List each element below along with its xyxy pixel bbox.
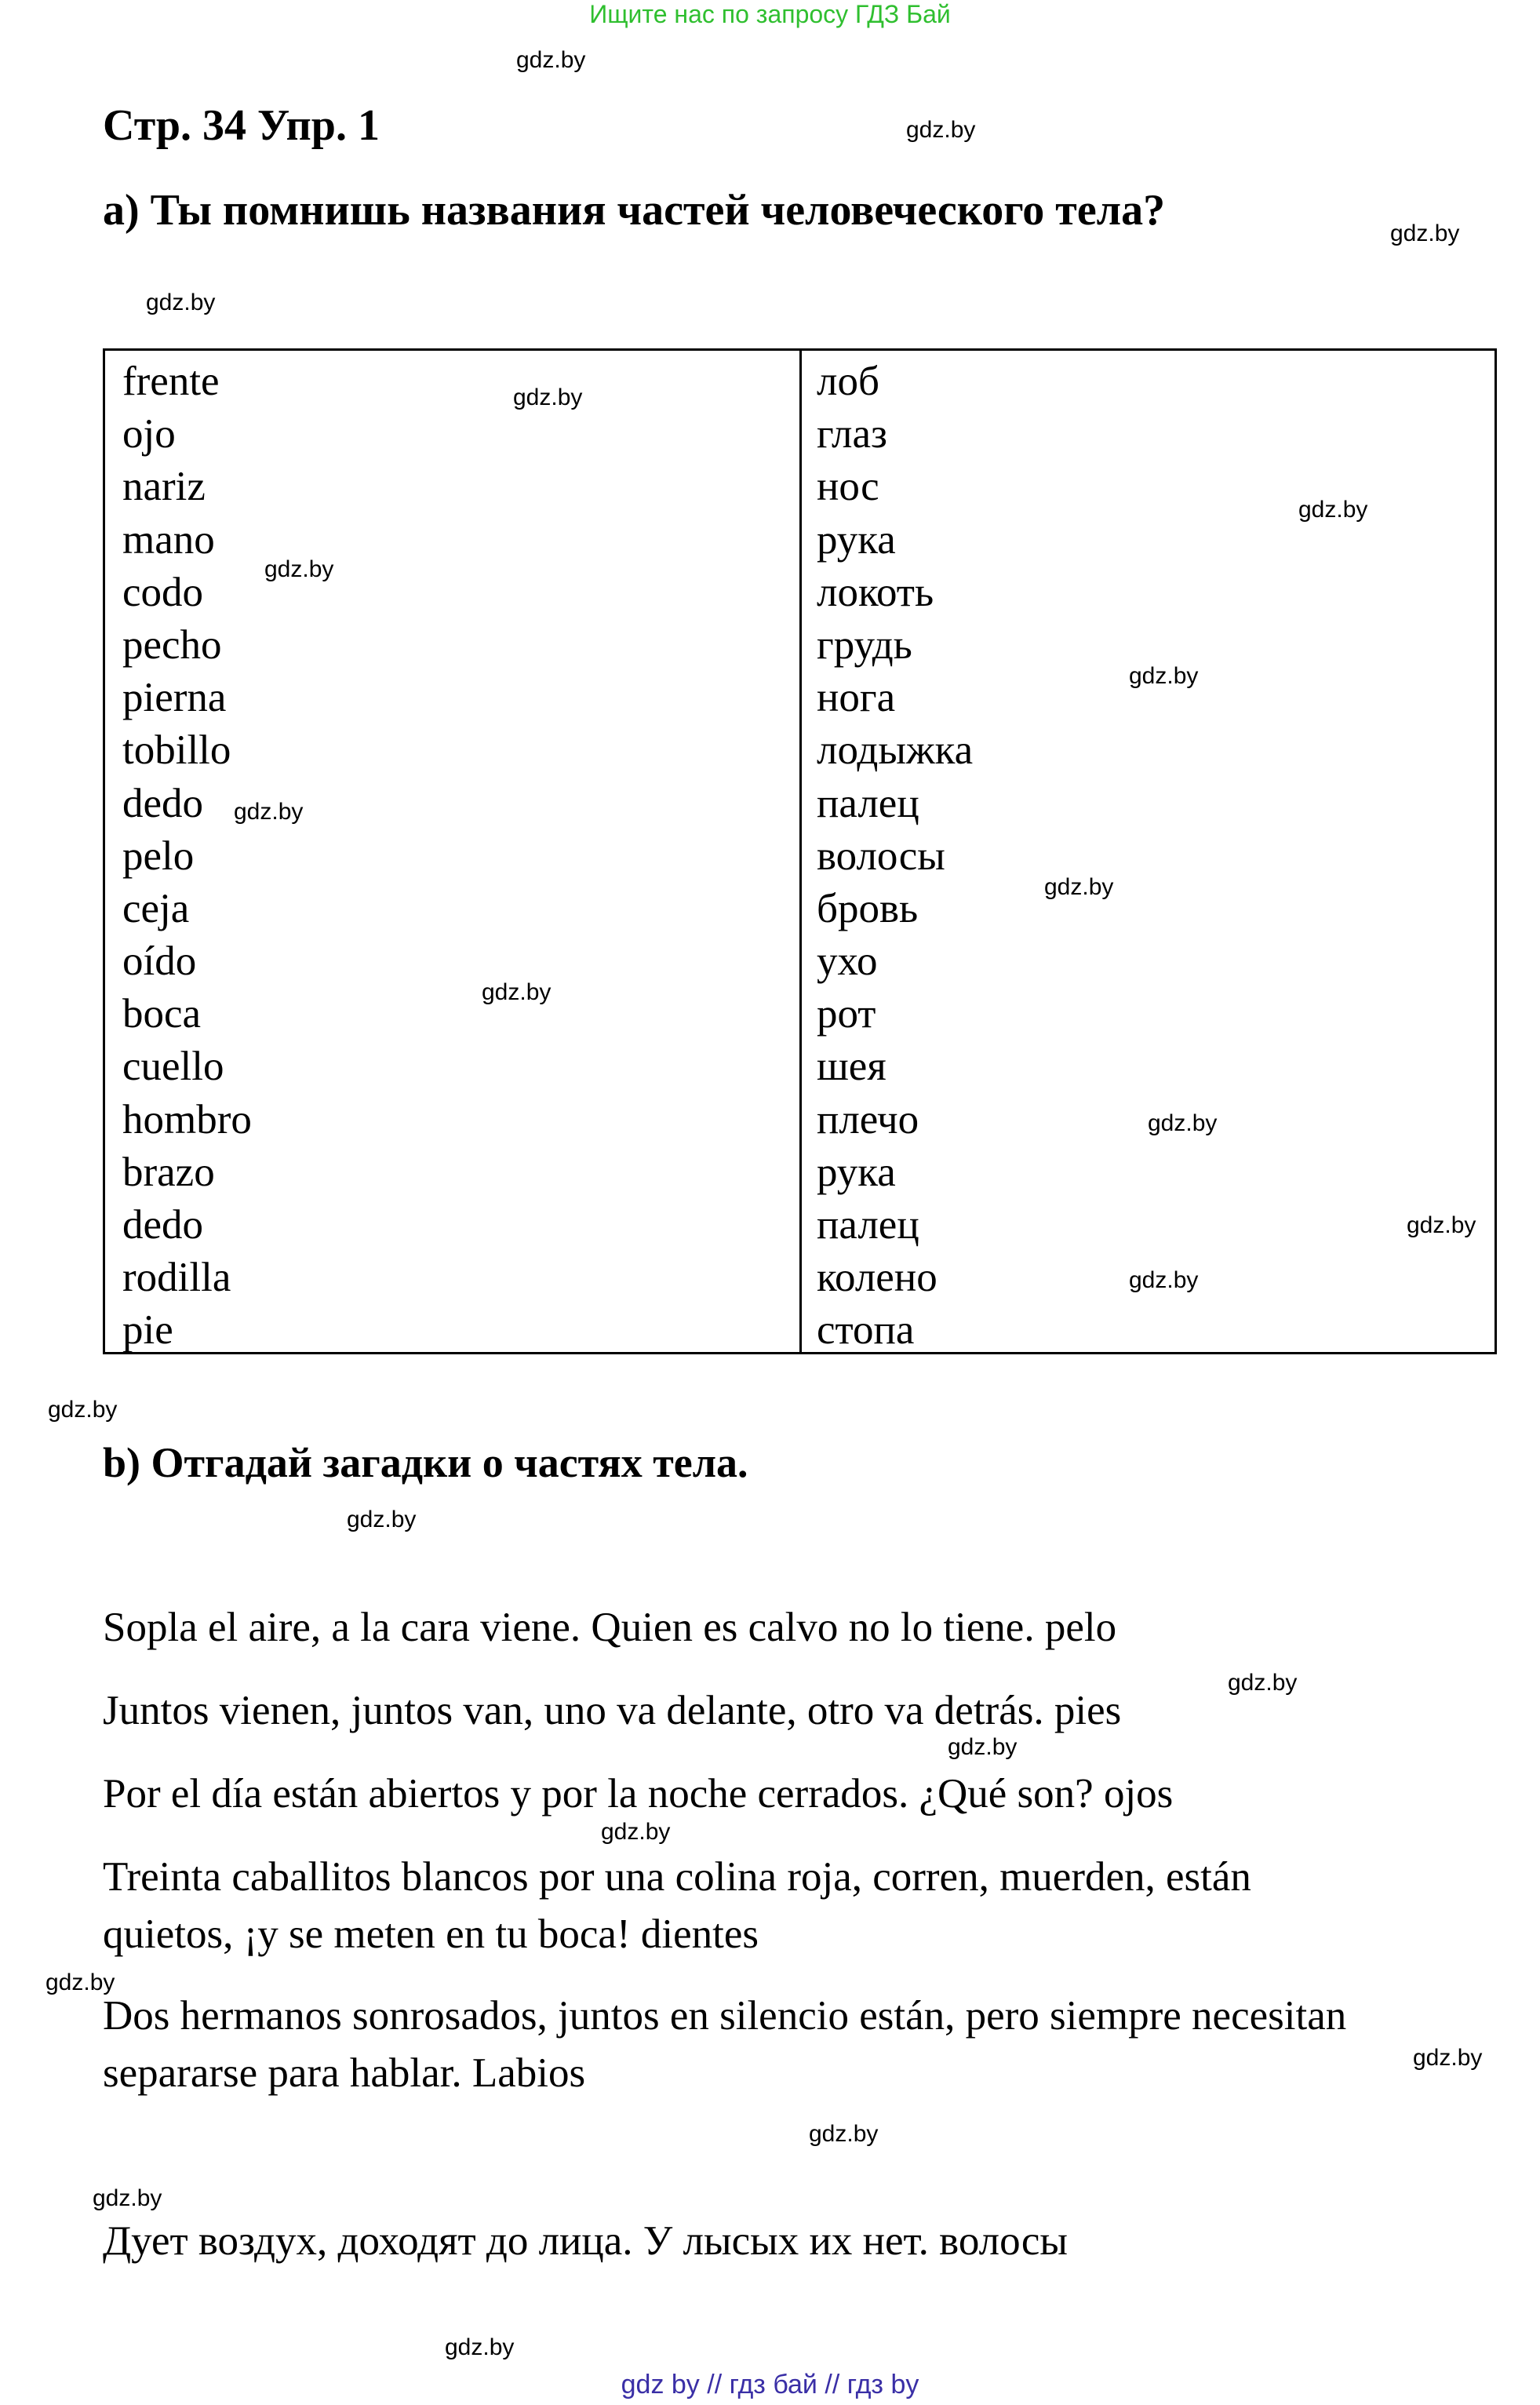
spanish-word: cuello xyxy=(122,1044,224,1090)
spanish-word: hombro xyxy=(122,1096,252,1142)
watermark: gdz.by xyxy=(1228,1670,1298,1696)
spanish-word: tobillo xyxy=(122,727,231,774)
spanish-word: rodilla xyxy=(122,1255,231,1301)
russian-word: рука xyxy=(817,516,896,563)
watermark: gdz.by xyxy=(1298,497,1368,523)
spanish-column xyxy=(122,355,252,1357)
part-a-title: a) Ты помнишь названия частей человеческого тела? xyxy=(103,186,1166,235)
table-divider xyxy=(799,351,802,1352)
watermark: gdz.by xyxy=(513,384,583,410)
russian-word: лодыжка xyxy=(817,727,974,774)
russian-column xyxy=(817,355,973,1357)
watermark: gdz.by xyxy=(809,2121,879,2147)
watermark: gdz.by xyxy=(1044,874,1114,900)
watermark: gdz.by xyxy=(906,117,976,143)
watermark: gdz.by xyxy=(264,556,334,582)
russian-word: рот xyxy=(817,991,876,1037)
spanish-word: dedo xyxy=(122,780,204,826)
spanish-word: oído xyxy=(122,938,197,985)
spanish-word: pecho xyxy=(122,621,222,668)
spanish-word: pelo xyxy=(122,833,195,879)
riddle-3: Por el día están abiertos y por la noche cerrados. ¿Qué son? ojos xyxy=(103,1771,1174,1817)
spanish-word: brazo xyxy=(122,1149,215,1195)
riddle-1: Sopla el aire, a la cara viene. Quien es calvo no lo tiene. pelo xyxy=(103,1605,1117,1650)
spanish-word: mano xyxy=(122,516,215,563)
spanish-word: pie xyxy=(122,1307,173,1354)
russian-word: шея xyxy=(817,1044,887,1090)
spanish-word: frente xyxy=(122,359,220,404)
spanish-word: ojo xyxy=(122,411,176,457)
russian-word: лоб xyxy=(817,359,879,404)
russian-word: палец xyxy=(817,1202,919,1248)
watermark: gdz.by xyxy=(1390,220,1460,246)
footer-links[interactable]: gdz by // гдз бай // гдз by xyxy=(621,2370,919,2400)
watermark: gdz.by xyxy=(516,47,586,73)
watermark: gdz.by xyxy=(48,1397,118,1423)
russian-word: локоть xyxy=(817,569,934,615)
spanish-word: boca xyxy=(122,991,202,1037)
riddle-5-line-1: Dos hermanos sonrosados, juntos en silencio están, pero siempre necesitan xyxy=(103,1993,1347,2039)
russian-word: нос xyxy=(817,464,879,510)
russian-word: плечо xyxy=(817,1096,919,1142)
riddle-4-line-1: Treinta caballitos blancos por una colina roja, corren, muerden, están xyxy=(103,1854,1251,1900)
watermark: gdz.by xyxy=(146,290,216,315)
watermark: gdz.by xyxy=(482,979,552,1005)
vocabulary-table xyxy=(103,348,1497,1354)
russian-word: ухо xyxy=(817,938,878,985)
watermark: gdz.by xyxy=(1129,1267,1199,1293)
watermark: gdz.by xyxy=(46,1970,115,1995)
russian-word: колено xyxy=(817,1255,937,1301)
watermark: gdz.by xyxy=(347,1507,417,1532)
watermark: gdz.by xyxy=(601,1819,671,1845)
russian-word: рука xyxy=(817,1149,896,1195)
spanish-word: nariz xyxy=(122,464,206,510)
spanish-word: pierna xyxy=(122,675,227,721)
russian-word: волосы xyxy=(817,833,945,879)
top-banner[interactable]: Ищите нас по запросу ГДЗ Бай xyxy=(589,0,951,28)
part-b-title: b) Отгадай загадки о частях тела. xyxy=(103,1439,748,1486)
watermark: gdz.by xyxy=(1148,1110,1218,1136)
russian-word: глаз xyxy=(817,411,887,457)
russian-word: бровь xyxy=(817,885,919,931)
riddle-5-line-2: separarse para hablar. Labios xyxy=(103,2050,586,2096)
watermark: gdz.by xyxy=(445,2334,515,2360)
russian-word: палец xyxy=(817,780,919,826)
russian-word: стопа xyxy=(817,1307,915,1354)
watermark: gdz.by xyxy=(234,799,304,825)
watermark: gdz.by xyxy=(1407,1212,1476,1238)
page-title: Стр. 34 Упр. 1 xyxy=(103,101,380,150)
spanish-word: ceja xyxy=(122,885,190,931)
watermark: gdz.by xyxy=(1413,2045,1483,2071)
watermark: gdz.by xyxy=(948,1734,1018,1760)
watermark: gdz.by xyxy=(93,2185,162,2211)
riddle-1-translation: Дует воздух, доходят до лица. У лысых их нет. волосы xyxy=(103,2218,1069,2264)
riddle-2: Juntos vienen, juntos van, uno va delante, otro va detrás. pies xyxy=(103,1688,1122,1733)
spanish-word: codo xyxy=(122,569,204,615)
spanish-word: dedo xyxy=(122,1202,204,1248)
watermark: gdz.by xyxy=(1129,663,1199,689)
russian-word: нога xyxy=(817,675,896,721)
riddle-4-line-2: quietos, ¡y se meten en tu boca! dientes xyxy=(103,1911,759,1957)
russian-word: грудь xyxy=(817,621,912,668)
